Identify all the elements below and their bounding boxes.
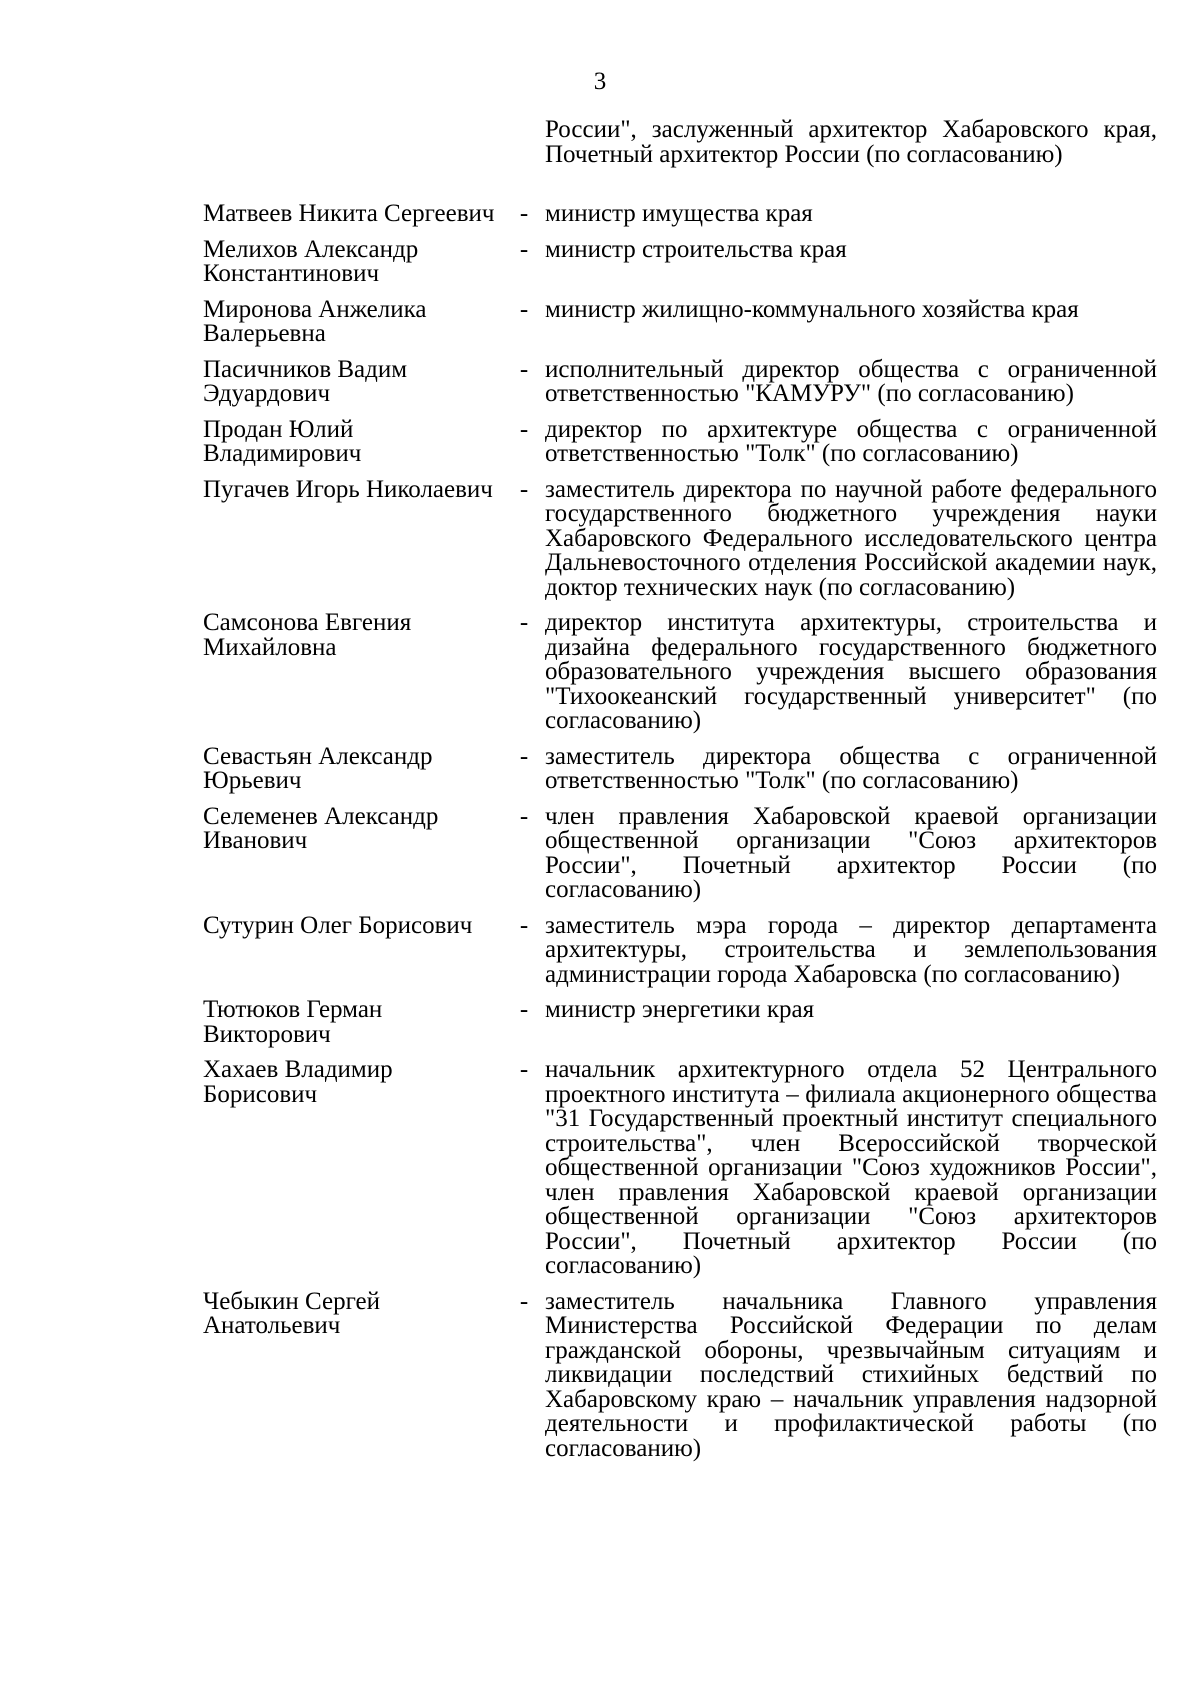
member-role: министр энергетики края bbox=[545, 996, 815, 1023]
member-row bbox=[203, 415, 1157, 467]
member-name: Матвеев Никита Сергеевич bbox=[203, 200, 495, 227]
member-row bbox=[203, 1287, 1157, 1462]
member-name: Самсонова Евгения Михайловна bbox=[203, 609, 412, 661]
member-dash: - bbox=[519, 295, 529, 323]
member-row bbox=[203, 742, 1157, 794]
member-role: заместитель начальника Главного управления Министерства Российской Федерации по делам гражданской обороны, чрезвычайным ситуациям и ликвидации последствий стихийных бедствий по Хабаровскому краю – начальник управления надзорной деятельности и профилактической работы (по согласованию) bbox=[545, 1287, 1157, 1462]
member-row bbox=[203, 235, 1157, 287]
member-role: заместитель мэра города – директор департамента архитектуры, строительства и землепользования администрации города Хабаровска (по согласованию) bbox=[545, 911, 1157, 988]
member-row bbox=[203, 998, 1157, 1047]
member-row bbox=[203, 802, 1157, 903]
member-row bbox=[203, 1058, 1157, 1279]
member-dash: - bbox=[519, 200, 529, 227]
member-role: заместитель директора по научной работе федерального государственного бюджетного учреждения науки Хабаровского Федерального исследовательского центра Дальневосточного отделения Российской академии наук, доктор технических наук (по согласованию) bbox=[545, 475, 1157, 601]
member-dash: - bbox=[519, 802, 529, 830]
member-name: Пугачев Игорь Николаевич bbox=[203, 475, 493, 503]
member-role: министр имущества края bbox=[545, 200, 813, 227]
member-dash: - bbox=[519, 996, 529, 1023]
member-row bbox=[203, 202, 1157, 227]
page-number: 3 bbox=[593, 68, 607, 95]
member-role: министр жилищно-коммунального хозяйства края bbox=[545, 295, 1079, 323]
member-role: директор института архитектуры, строительства и дизайна федерального государственного бюджетного образовательного учреждения высшего образования "Тихоокеанский государственный университет" (по согласованию) bbox=[545, 609, 1157, 734]
member-role: министр строительства края bbox=[545, 235, 847, 263]
member-dash: - bbox=[519, 235, 529, 263]
member-role: исполнительный директор общества с ограниченной ответственностью "КАМУРУ" (по согласованию) bbox=[545, 355, 1157, 407]
member-name: Миронова Анжелика Валерьевна bbox=[203, 295, 427, 347]
member-name: Хахаев Владимир Борисович bbox=[203, 1056, 393, 1108]
members-list bbox=[203, 202, 1157, 1472]
member-dash: - bbox=[519, 415, 529, 443]
member-row bbox=[203, 295, 1157, 347]
member-name: Севастьян Александр Юрьевич bbox=[203, 742, 433, 794]
member-dash: - bbox=[519, 1056, 529, 1083]
member-name: Тютюков Герман Викторович bbox=[203, 996, 383, 1048]
member-name: Мелихов Александр Константинович bbox=[203, 235, 419, 287]
member-dash: - bbox=[519, 911, 529, 939]
member-dash: - bbox=[519, 609, 529, 636]
continuation-text: России", заслуженный архитектор Хабаровского края, Почетный архитектор России (по согласованию) bbox=[545, 116, 1157, 168]
member-row bbox=[203, 611, 1157, 734]
member-name: Чебыкин Сергей Анатольевич bbox=[203, 1287, 380, 1339]
member-dash: - bbox=[519, 475, 529, 503]
member-role: директор по архитектуре общества с ограниченной ответственностью "Толк" (по согласованию) bbox=[545, 415, 1157, 467]
member-dash: - bbox=[519, 355, 529, 383]
member-row bbox=[203, 355, 1157, 407]
member-name: Селеменев Александр Иванович bbox=[203, 802, 439, 854]
member-row bbox=[203, 475, 1157, 601]
member-role: начальник архитектурного отдела 52 Центрального проектного института – филиала акционерного общества "31 Государственный проектный институт специального строительства", член Всероссийской творческой общественной организации "Союз художников России", член правления Хабаровской краевой организации общественной организации "Союз архитекторов России", Почетный архитектор России (по согласованию) bbox=[545, 1056, 1157, 1279]
member-name: Пасичников Вадим Эдуардович bbox=[203, 355, 408, 407]
member-name: Сутурин Олег Борисович bbox=[203, 911, 473, 939]
member-row bbox=[203, 911, 1157, 988]
member-role: член правления Хабаровской краевой организации общественной организации "Союз архитекторов России", Почетный архитектор России (по согласованию) bbox=[545, 802, 1157, 903]
member-dash: - bbox=[519, 742, 529, 770]
member-role: заместитель директора общества с ограниченной ответственностью "Толк" (по согласованию) bbox=[545, 742, 1157, 794]
member-dash: - bbox=[519, 1287, 529, 1315]
member-name: Продан Юлий Владимирович bbox=[203, 415, 362, 467]
